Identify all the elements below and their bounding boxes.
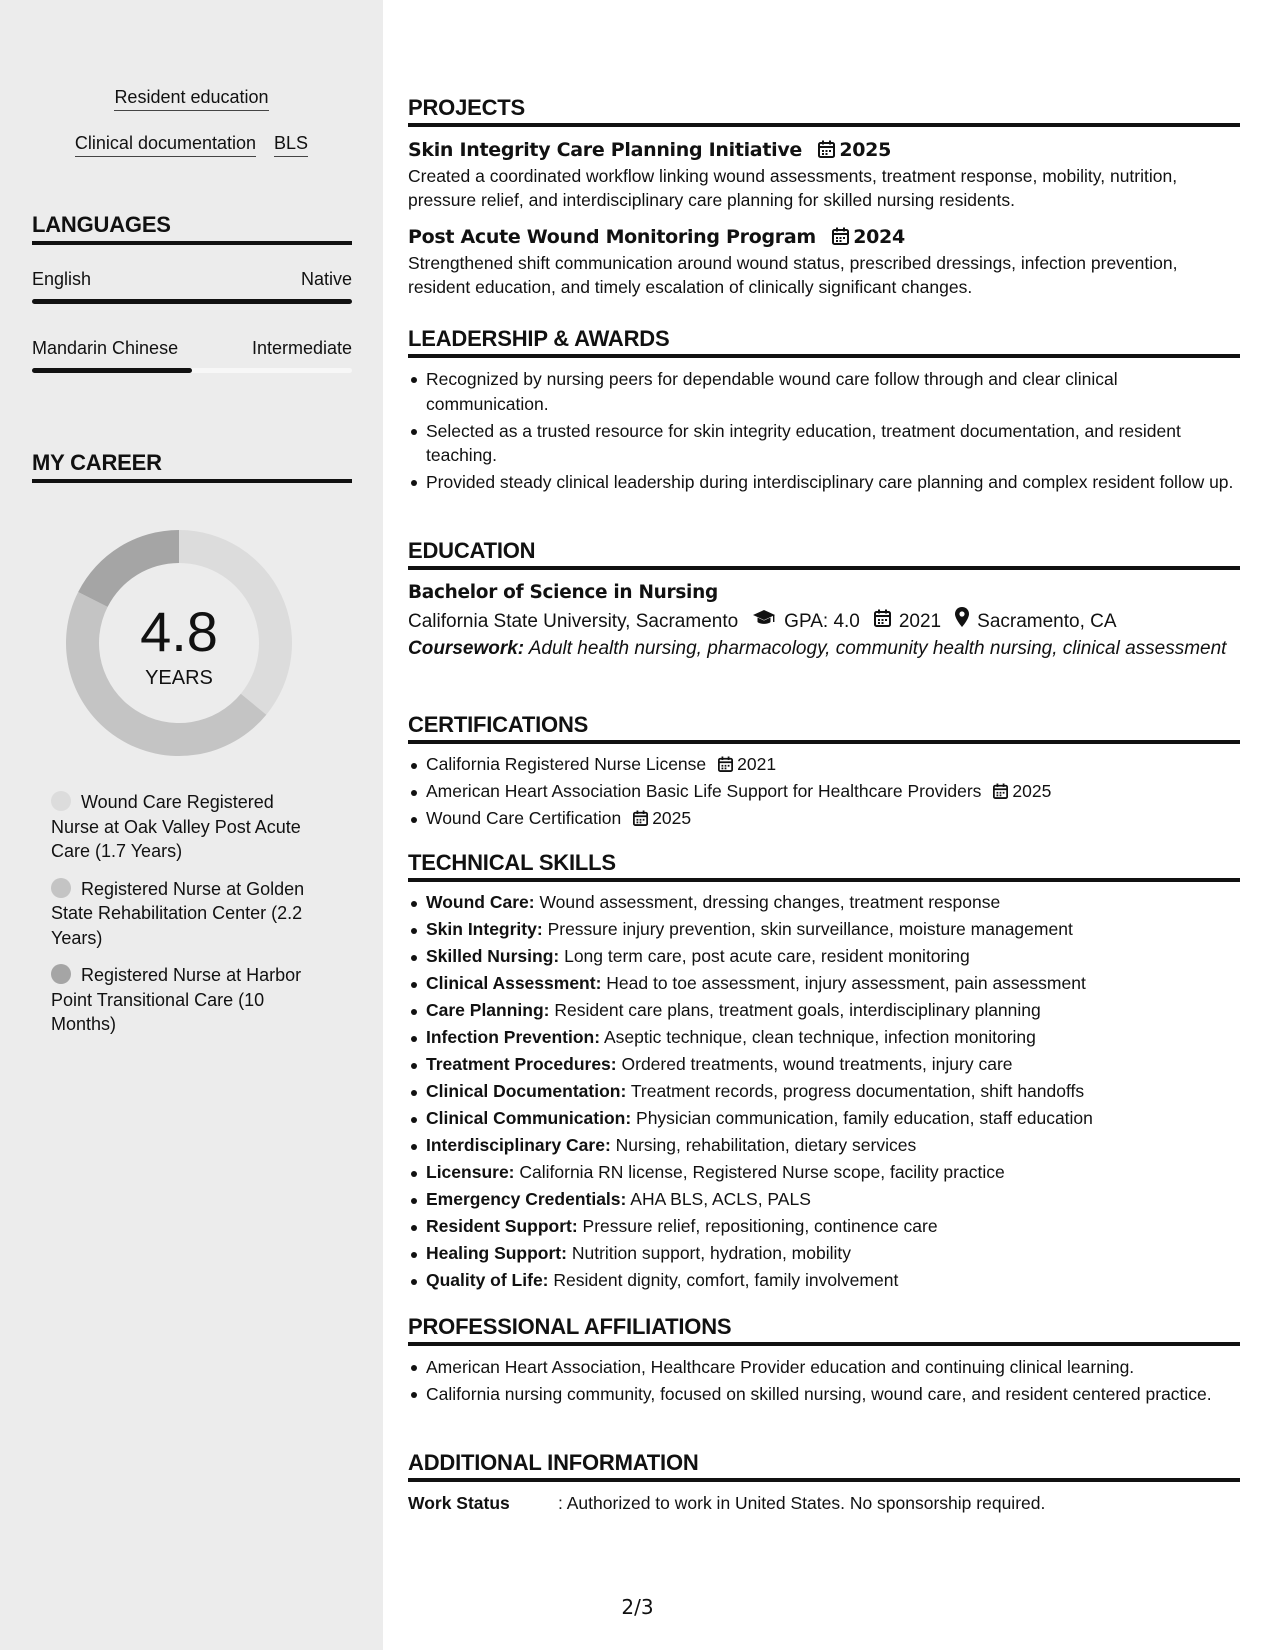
section-title: EDUCATION [408, 538, 1240, 570]
degree-title: Bachelor of Science in Nursing [408, 582, 718, 603]
skill-label: Skin Integrity: [426, 919, 543, 939]
skill-item [408, 1107, 1240, 1130]
skill-item [408, 1026, 1240, 1049]
skill-label: Clinical Documentation: [426, 1081, 627, 1101]
career-job-label: Registered Nurse at Golden State Rehabilitation Center (2.2 Years) [51, 878, 305, 948]
affiliations-section [408, 1314, 1240, 1409]
project-title [408, 136, 1240, 164]
skill-label: Care Planning: [426, 1000, 550, 1020]
skill-text: Head to toe assessment, injury assessment, pain assessment [606, 973, 1086, 993]
skill-label: Wound Care: [426, 892, 535, 912]
skill-label: Licensure: [426, 1162, 515, 1182]
language-proficiency-fill [32, 299, 352, 304]
certification-name: Wound Care Certification [426, 807, 622, 828]
skill-tag: BLS [274, 132, 308, 157]
skill-text: Long term care, post acute care, resident monitoring [564, 946, 970, 966]
language-level: Native [300, 269, 352, 289]
skill-item [408, 918, 1240, 941]
calendar-icon [832, 227, 849, 245]
skill-item [408, 972, 1240, 995]
skills-list [408, 891, 1240, 1292]
gpa: GPA: 4.0 [784, 611, 860, 632]
language-item [32, 268, 352, 304]
section-title: TECHNICAL SKILLS [408, 850, 1240, 882]
education-details [408, 607, 1240, 637]
graduation-cap-icon [752, 607, 776, 637]
work-status-label: Work Status [408, 1493, 510, 1513]
section-title: CERTIFICATIONS [408, 712, 1240, 744]
work-status-row [408, 1491, 1240, 1515]
skill-text: Nutrition support, hydration, mobility [571, 1243, 851, 1263]
skill-label: Healing Support: [426, 1243, 567, 1263]
leadership-list [408, 367, 1240, 495]
project-title [408, 223, 1240, 251]
section-title: LEADERSHIP & AWARDS [408, 326, 1240, 358]
list-item [408, 807, 1240, 830]
career-legend-item [51, 790, 321, 864]
career-legend-item [51, 963, 321, 1037]
skill-item [408, 891, 1240, 914]
project-name: Post Acute Wound Monitoring Program [408, 226, 816, 248]
skill-text: California RN license, Registered Nurse scope, facility practice [519, 1162, 1005, 1182]
skill-text: AHA BLS, ACLS, PALS [630, 1189, 811, 1209]
certification-name: California Registered Nurse License [426, 754, 707, 774]
skill-item [408, 1242, 1240, 1265]
project-year: 2024 [853, 226, 905, 248]
skill-label: Quality of Life: [426, 1270, 549, 1290]
career-total-years: 4.8 [140, 600, 218, 663]
skill-tag: Resident education [114, 86, 268, 111]
list-item: Provided steady clinical leadership during interdisciplinary care planning and complex resident follow up. [408, 470, 1240, 495]
list-item: Recognized by nursing peers for dependable wound care follow through and clear clinical communication. [408, 367, 1240, 416]
skill-item [408, 1134, 1240, 1157]
certifications-section [408, 712, 1240, 833]
calendar-icon [874, 607, 891, 637]
legend-dot [51, 791, 71, 811]
coursework-list: Adult health nursing, pharmacology, community health nursing, clinical assessment [528, 638, 1227, 659]
section-title: PROFESSIONAL AFFILIATIONS [408, 1314, 1240, 1346]
calendar-icon [818, 140, 835, 158]
coursework-label: Coursework: [408, 638, 525, 659]
skill-text: Pressure relief, repositioning, continence care [582, 1216, 938, 1236]
certification-year: 2021 [737, 754, 777, 774]
education-location: Sacramento, CA [977, 611, 1117, 632]
skill-text: Wound assessment, dressing changes, treatment response [539, 892, 1001, 912]
projects-section [408, 95, 1240, 310]
skill-label: Clinical Assessment: [426, 973, 602, 993]
career-legend [51, 790, 321, 1050]
legend-dot [51, 964, 71, 984]
language-name: Mandarin Chinese [32, 338, 179, 358]
skill-label: Clinical Communication: [426, 1108, 632, 1128]
certifications-list [408, 753, 1240, 830]
skill-item [408, 1188, 1240, 1211]
calendar-icon [718, 756, 733, 772]
skill-tag-row [0, 132, 383, 157]
graduation-year: 2021 [898, 611, 942, 632]
language-item [32, 337, 352, 373]
certification-year: 2025 [1012, 780, 1052, 801]
skill-label: Resident Support: [426, 1216, 578, 1236]
list-item: Selected as a trusted resource for skin integrity education, treatment documentation, and resident teaching. [408, 419, 1240, 468]
skill-text: Resident care plans, treatment goals, interdisciplinary planning [554, 1000, 1041, 1020]
skill-label: Treatment Procedures: [426, 1054, 617, 1074]
list-item [408, 753, 1240, 776]
certification-name: American Heart Association Basic Life Support for Healthcare Providers [426, 780, 982, 801]
skill-tag-row [0, 86, 383, 111]
skill-item [408, 1215, 1240, 1238]
skill-tag: Clinical documentation [75, 132, 256, 157]
career-job-label: Wound Care Registered Nurse at Oak Valley Post Acute Care (1.7 Years) [51, 792, 301, 861]
section-title: ADDITIONAL INFORMATION [408, 1450, 1240, 1482]
donut-segment-3 [78, 530, 179, 607]
skill-text: Resident dignity, comfort, family involvement [553, 1270, 899, 1290]
skill-item [408, 945, 1240, 968]
leadership-section [408, 326, 1240, 497]
skill-tags [0, 86, 383, 178]
skill-item [408, 1053, 1240, 1076]
project-name: Skin Integrity Care Planning Initiative [408, 139, 802, 161]
list-item [408, 780, 1240, 803]
skill-text: Aseptic technique, clean technique, infection monitoring [603, 1027, 1036, 1047]
skill-label: Emergency Credentials: [426, 1189, 627, 1209]
career-job-label: Registered Nurse at Harbor Point Transitional Care (10 Months) [51, 965, 302, 1034]
language-proficiency-fill [32, 368, 192, 373]
skill-text: Treatment records, progress documentation, shift handoffs [630, 1081, 1085, 1101]
skill-text: Ordered treatments, wound treatments, injury care [621, 1054, 1013, 1074]
calendar-icon [633, 810, 648, 826]
skill-label: Infection Prevention: [426, 1027, 601, 1047]
additional-info-section [408, 1450, 1240, 1515]
skill-text: Nursing, rehabilitation, dietary services [615, 1135, 917, 1155]
project-description: Strengthened shift communication around wound status, prescribed dressings, infection prevention, resident education, and timely escalation of clinically significant changes. [408, 253, 1178, 297]
project-year: 2025 [839, 139, 892, 161]
skill-text: Physician communication, family education, staff education [636, 1108, 1093, 1128]
language-name: English [32, 269, 92, 289]
project-description: Created a coordinated workflow linking wound assessments, treatment response, mobility, nutrition, pressure relief, and interdisciplinary care planning for skilled nursing residents. [408, 166, 1178, 210]
coursework [408, 637, 1240, 661]
career-total-unit: YEARS [145, 667, 213, 689]
skill-item [408, 999, 1240, 1022]
career-donut-chart [66, 530, 292, 756]
languages-heading: LANGUAGES [32, 212, 352, 245]
skill-item [408, 1080, 1240, 1103]
calendar-icon [993, 783, 1008, 799]
language-proficiency-bar [32, 368, 352, 373]
education-section [408, 538, 1240, 661]
section-title: PROJECTS [408, 95, 1240, 127]
location-pin-icon [955, 607, 969, 637]
language-proficiency-bar [32, 299, 352, 304]
career-legend-item [51, 877, 321, 951]
list-item: American Heart Association, Healthcare Provider education and continuing clinical learning. [408, 1355, 1240, 1380]
skill-item [408, 1269, 1240, 1292]
work-status-value: : Authorized to work in United States. No sponsorship required. [558, 1493, 1046, 1513]
career-heading: MY CAREER [32, 450, 352, 483]
skill-text: Pressure injury prevention, skin surveillance, moisture management [547, 919, 1073, 939]
page-number: 2/3 [621, 1595, 654, 1619]
school-name: California State University, Sacramento [408, 611, 739, 632]
language-level: Intermediate [251, 338, 352, 358]
certification-year: 2025 [652, 807, 692, 828]
skill-label: Interdisciplinary Care: [426, 1135, 611, 1155]
legend-dot [51, 878, 71, 898]
list-item: California nursing community, focused on skilled nursing, wound care, and resident centered practice. [408, 1382, 1240, 1407]
affiliations-list [408, 1355, 1240, 1407]
skill-label: Skilled Nursing: [426, 946, 560, 966]
skill-item [408, 1161, 1240, 1184]
technical-skills-section [408, 850, 1240, 1296]
